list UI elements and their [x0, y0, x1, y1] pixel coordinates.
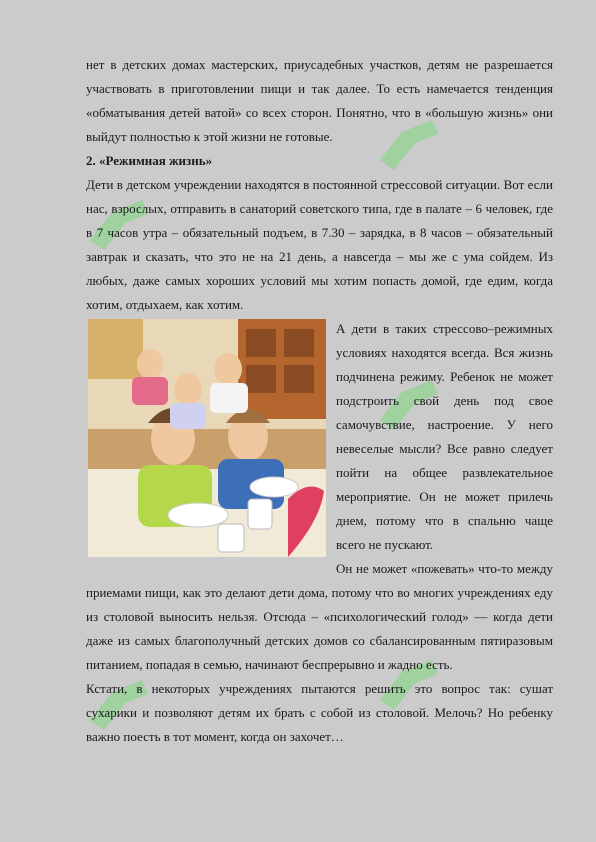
paragraph-stress: А дети в таких стрессово–режимных условиях находятся всегда. Вся жизнь подчинена режиму. Ребенок не может подстроить свой день под свое самочувствие, настроение. У него невеселые мысли? Все равно следует пойти на общее развлекательное мероприятие. Он не может прилечь днем, потому что в спальню чаще всего не пускают. — [336, 321, 553, 552]
children-eating-photo — [88, 319, 326, 557]
paragraph-hunger: Он не может «пожевать» что-то между приемами пищи, как это делают дети дома, потому что во многих учреждениях еду из столовой выносить нельзя. Отсюда – «психологический голод» — когда дети даже из самых благополучный детских домов со сбалансированным пятиразовым питанием, попадая в семью, начинают беспрерывно и жадно есть. — [86, 561, 553, 672]
paragraph-intro: нет в детских домах мастерских, приусадебных участков, детям не разрешается участвовать в приготовлении пищи и так далее. То есть намечается тенденция «обматывания детей ватой» со всех сторон. Понятно, что в «большую жизнь» они выйдут полностью к этой жизни не готовые. — [86, 57, 553, 144]
document-body — [86, 53, 553, 749]
paragraph-regime: Дети в детском учреждении находятся в постоянной стрессовой ситуации. Вот если нас, взрослых, отправить в санаторий советского типа, где в палате – 6 человек, где в 7 часов утра – обязательный подъем, в 7.30 – зарядка, в 8 часов – обязательный завтрак и сказать, что это не на 21 день, а навсегда – мы же с ума сойдем. Из любых, даже самых хороших условий мы хотим попасть домой, где едим, когда хотим, отдыхаем, как хотим. — [86, 177, 553, 312]
section-heading: 2. «Режимная жизнь» — [86, 153, 213, 168]
paragraph-solution: Кстати, в некоторых учреждениях пытаются решить это вопрос так: сушат сухарики и позволяют детям их брать с собой из столовой. Мелочь? Но ребенку важно поесть в тот момент, когда он захочет… — [86, 681, 553, 744]
